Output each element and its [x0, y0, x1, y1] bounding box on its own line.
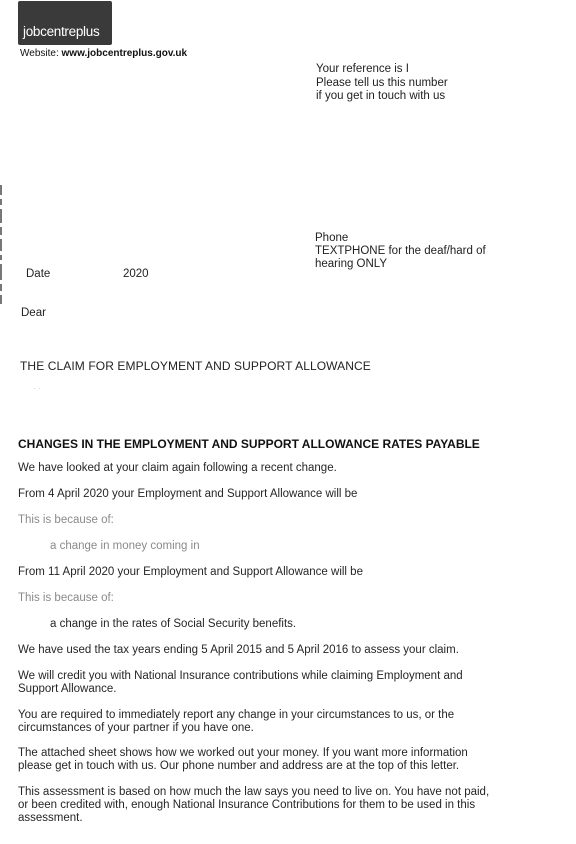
reason-rates-change: a change in the rates of Social Security benefits. — [50, 618, 297, 630]
salutation: Dear — [21, 307, 46, 319]
ni-credits-line-1: We will credit you with National Insurance contributions while claiming Employment and — [18, 670, 463, 682]
reason-money-coming-in: a change in money coming in — [50, 540, 200, 552]
website-line — [20, 48, 187, 59]
paragraph-looked-at-claim: We have looked at your claim again following a recent change. — [18, 462, 337, 474]
jobcentreplus-logo — [18, 1, 112, 45]
assessment-line-1: This assessment is based on how much the law says you need to live on. You have not paid, — [18, 786, 490, 798]
paragraph-report-changes — [18, 709, 454, 735]
logo-text: jobcentreplus — [23, 24, 100, 39]
paragraph-from-11-april: From 11 April 2020 your Employment and Support Allowance will be — [18, 566, 363, 578]
paragraph-tax-years: We have used the tax years ending 5 April 2015 and 5 April 2016 to assess your claim. — [18, 644, 459, 656]
report-changes-line-1: You are required to immediately report any change in your circumstances to us, or the — [18, 709, 455, 721]
reference-line-3: if you get in touch with us — [316, 90, 446, 102]
assessment-line-3: assessment. — [18, 812, 83, 824]
phone-label: Phone — [315, 232, 349, 244]
reference-block — [316, 63, 448, 104]
date-value: 2020 — [123, 268, 149, 280]
paragraph-assessment-basis — [18, 786, 489, 825]
reference-line-1: Your reference is I — [316, 63, 409, 75]
claim-heading: THE CLAIM FOR EMPLOYMENT AND SUPPORT ALLOWANCE — [20, 359, 371, 373]
contact-block — [315, 232, 486, 271]
textphone-line-1: TEXTPHONE for the deaf/hard of — [315, 245, 486, 257]
from-4-april-text: From 4 April 2020 your Employment and Support Allowance will be — [18, 488, 358, 500]
changes-heading: CHANGES IN THE EMPLOYMENT AND SUPPORT ALLOWANCE RATES PAYABLE — [18, 437, 480, 451]
ni-credits-line-2: Support Allowance. — [18, 683, 117, 695]
website-label: Website: — [20, 48, 59, 59]
margin-scan-marks — [0, 185, 3, 355]
website-url: www.jobcentreplus.gov.uk — [61, 48, 188, 59]
attached-sheet-line-1: The attached sheet shows how we worked out your money. If you want more information — [18, 747, 468, 759]
report-changes-line-2: circumstances of your partner if you have one. — [18, 722, 254, 734]
textphone-line-2: hearing ONLY — [315, 258, 388, 270]
assessment-line-2: or been credited with, enough National Insurance Contributions for them to be used in this — [18, 799, 476, 811]
paragraph-because-of-1: This is because of: — [18, 514, 114, 526]
date-label: Date — [26, 268, 51, 280]
paragraph-ni-credits — [18, 670, 463, 696]
paragraph-because-of-2: This is because of: — [18, 592, 114, 604]
paragraph-attached-sheet — [18, 747, 468, 773]
scan-speck: · · — [33, 384, 41, 393]
paragraph-from-4-april — [18, 488, 357, 501]
reference-line-2: Please tell us this number — [316, 76, 448, 89]
attached-sheet-line-2: please get in touch with us. Our phone number and address are at the top of this letter. — [18, 760, 460, 772]
